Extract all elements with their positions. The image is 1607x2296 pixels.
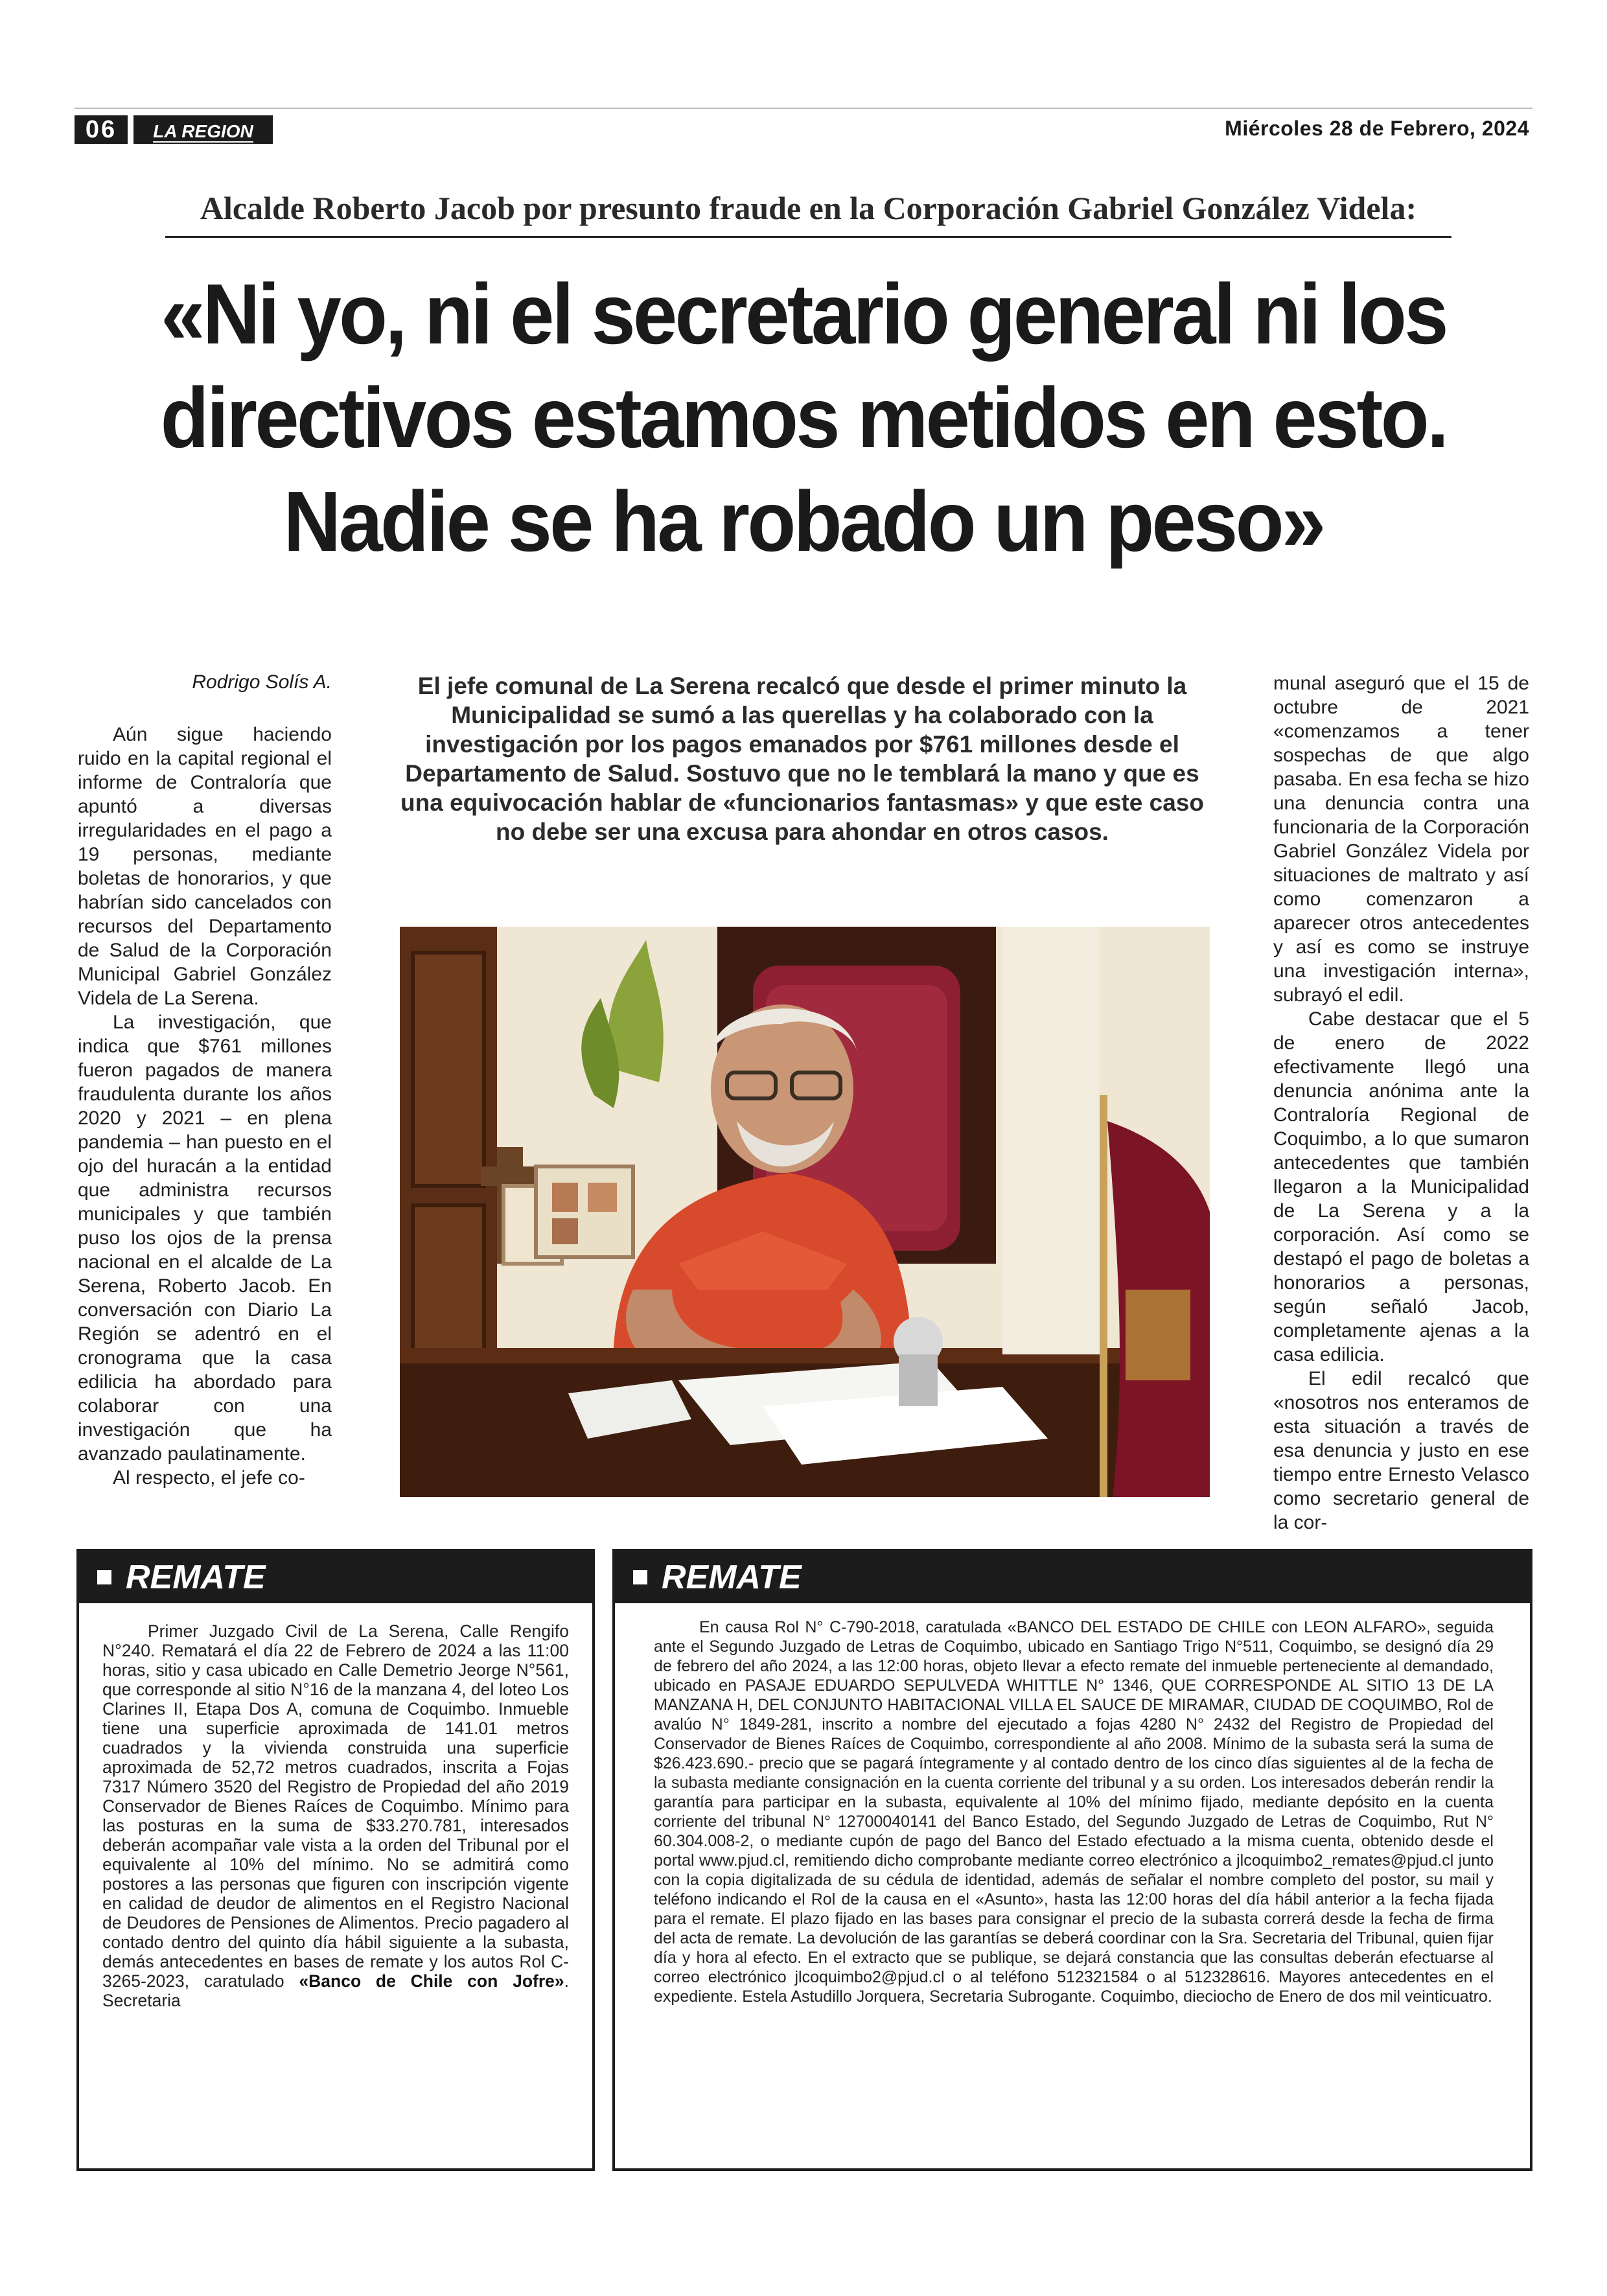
remate-text bbox=[102, 1621, 569, 2010]
paragraph: Al respecto, el jefe co- bbox=[113, 1467, 305, 1489]
paragraph: La investigación, que indica que $761 millones fueron pagados de manera fraudulenta durante los años 2020 y 2021 – en plena pandemia – han puesto en el ojo del huracán a la entidad que administra recursos municipales y que también puso los ojos de la prensa nacional en el alcalde de La Serena, Roberto Jacob. En conversación con Diario La Región se adentró en el cronograma que la casa edilicia ha abordado para colaborar con una investigación que ha avanzado paulatinamente. bbox=[78, 1012, 332, 1465]
paper-name-text: LA REGION bbox=[153, 121, 253, 141]
remate-body bbox=[79, 1603, 592, 2010]
kicker: Alcalde Roberto Jacob por presunto fraude en la Corporación Gabriel González Videla: bbox=[200, 190, 1417, 226]
bullet-icon bbox=[633, 1570, 647, 1584]
bullet-icon bbox=[97, 1570, 111, 1584]
remate-text: En causa Rol N° C-790-2018, caratulada «BANCO DEL ESTADO DE CHILE con LEON ALFARO», seguida ante el Segundo Juzgado de Letras de Coquimbo, ubicado en Santiago Trigo N°511, Coquimbo, se designó día 29 de febrero del año 2024, a las 12:00 horas, objeto llevar a efecto remate del inmueble perteneciente al demandado, ubicado en PASAJE EDUARDO SEPULVEDA WHITTLE N° 1346, QUE CORRESPONDE AL SITIO 13 DE LA MANZANA H, DEL CONJUNTO HABITACIONAL VILLA EL SAUCE DE MIRAMAR, CIUDAD DE COQUIMBO, Rol de avalúo N° 1849-281, inscrito a nombre del ejecutado a fojas 4280 N° 2432 del Registro de Propiedad del Conservador de Bienes Raíces de Coquimbo, correspondiente al año 2008. Mínimo de la subasta será la suma de $26.423.690.- precio que se pagará íntegramente y al contado dentro de los cinco días siguientes al de la fecha de la subasta mediante consignación en la cuenta corriente del tribunal y a su orden. Los interesados deberán rendir la garantía para participar en la subasta, equivalente al 10% del mínimo fijado, mediante depósito en la cuenta corriente del tribunal N° 12700040141 del Banco Estado, del Segundo Juzgado de Letras de Coquimbo, Rut N° 60.304.008-2, o mediante cupón de pago del Banco del Estado efectuado a la misma cuenta, obtenido desde el portal www.pjud.cl, remitiendo dicho comprobante mediante correo electrónico a jlcoquimbo2_remates@pjud.cl junto con la copia digitalizada de su cédula de identidad, además de señalar el nombre completo del postor, su mail y teléfono indicando el Rol de la causa en el «Asunto», hasta las 12:00 horas del día hábil anterior a la fecha fijada para el remate. El plazo fijado en las bases para consignar el precio de la subasta correrá desde la fecha de firma del acta de remate. La devolución de las garantías se deberá coordinar con la Sra. Secretaria del Tribunal, quien fijar día y hora al efecto. En el extracto que se publique, se dejará constancia que las consultas deberán efectuarse al correo electrónico jlcoquimbo2@pjud.cl o al teléfono 512321584 o al 512328616. Mayores antecedentes en el expediente. Estela Astudillo Jorquera, Secretaria Subrogante. Coquimbo, dieciocho de Enero de dos mil veinticuatro. bbox=[654, 1618, 1494, 2006]
remate-text-main: Primer Juzgado Civil de La Serena, Calle Rengifo N°240. Rematará el día 22 de Febrero de 2024 a las 11:00 horas, sitio y casa ubicado en Calle Demetrio Jeorge N°561, que corresponde al sitio N°16 de la manzana 4, del loteo Los Clarines II, Etapa Dos A, comuna de Coquimbo. Inmueble tiene una superficie aproximada de 141.01 metros cuadrados y la vivienda construida una superficie aproximada de 52,72 metros cuadrados, inscrita a Fojas 7317 Número 3520 del Registro de Propiedad del año 2019 Conservador de Bienes Raíces de Coquimbo. Mínimo para las posturas en la suma de $33.270.781, interesados deberán acompañar vale vista a la orden del Tribunal por el equivalente al 10% del mínimo. No se admitirá como postores a las personas que figuren con inscripción vigente en calidad de deudor de alimentos en el Registro Nacional de Deudores de Pensiones de Alimentos. Precio pagadero al contado dentro del quinto día hábil siguiente a la subasta, demás antecedentes en bases de remate y los autos Rol C-3265-2023, caratulado bbox=[102, 1621, 569, 1991]
paragraph: Cabe destacar que el 5 de enero de 2022 efectivamente llegó una denuncia anónima ante la Contraloría Regional de Coquimbo, a lo que sumaron antecedentes que también llegaron a la Municipalidad de La Serena y a la corporación. Así como se destapó el pago de boletas a honorarios a personas, según señaló Jacob, completamente ajenas a la casa edilicia. bbox=[1273, 1008, 1529, 1365]
lead-paragraph: El jefe comunal de La Serena recalcó que desde el primer minuto la Municipalidad se sumó a las querellas y ha colaborado con la investigación por los pagos emanados por $761 millones desde el Departamento de Salud. Sostuvo que no le temblará la mano y que es una equivocación hablar de «funcionarios fantasmas» y que este caso no debe ser una excusa para ahondar en otros casos. bbox=[400, 673, 1204, 845]
paragraph: munal aseguró que el 15 de octubre de 2021 «comenzamos a tener sospechas de que algo pasaba. En esa fecha se hizo una denuncia contra una funcionaria de la Corporación Gabriel González Videla por situaciones de maltrato y así como comenzaron a aparecer otros antecedentes y así es como se instruye una investigación interna», subrayó el edil. bbox=[1273, 673, 1529, 1006]
paper-name-logo bbox=[133, 115, 273, 144]
author-byline: Rodrigo Solís A. bbox=[192, 671, 332, 693]
remate-title: REMATE bbox=[662, 1559, 802, 1596]
remate-notice-2 bbox=[612, 1549, 1532, 2171]
paragraph: El edil recalcó que «nosotros nos enteramos de esta situación a través de esa denuncia y justo en ese tiempo entre Ernesto Velasco como secretario general de la cor- bbox=[1273, 1368, 1529, 1533]
issue-date: Miércoles 28 de Febrero, 2024 bbox=[1225, 117, 1529, 140]
photo-illustration bbox=[400, 927, 1210, 1497]
remate-title: REMATE bbox=[126, 1559, 266, 1596]
remate-header bbox=[615, 1551, 1530, 1603]
right-column bbox=[1273, 671, 1529, 1535]
article-photo bbox=[400, 927, 1210, 1497]
remate-text-end: . Secretaria bbox=[102, 1971, 569, 2010]
left-column bbox=[78, 723, 332, 1490]
remate-case-name: «Banco de Chile con Jofre» bbox=[299, 1971, 564, 1991]
page-number: 06 bbox=[75, 115, 128, 144]
remate-header bbox=[79, 1551, 592, 1603]
header-rule bbox=[75, 108, 1532, 109]
paragraph: Aún sigue haciendo ruido en la capital regional el informe de Contraloría que apuntó a diversas irregularidades en el pago a 19 personas, mediante boletas de honorarios, y que habrían sido cancelados con recursos del Departamento de Salud de la Corporación Municipal Gabriel González Videla de La Serena. bbox=[78, 724, 332, 1009]
headline: «Ni yo, ni el secretario general ni los directivos estamos metidos en esto. Nadie se ha robado un peso» bbox=[160, 266, 1447, 569]
remate-body bbox=[615, 1603, 1530, 2006]
remate-notice-1 bbox=[76, 1549, 595, 2171]
kicker-rule bbox=[165, 236, 1451, 238]
